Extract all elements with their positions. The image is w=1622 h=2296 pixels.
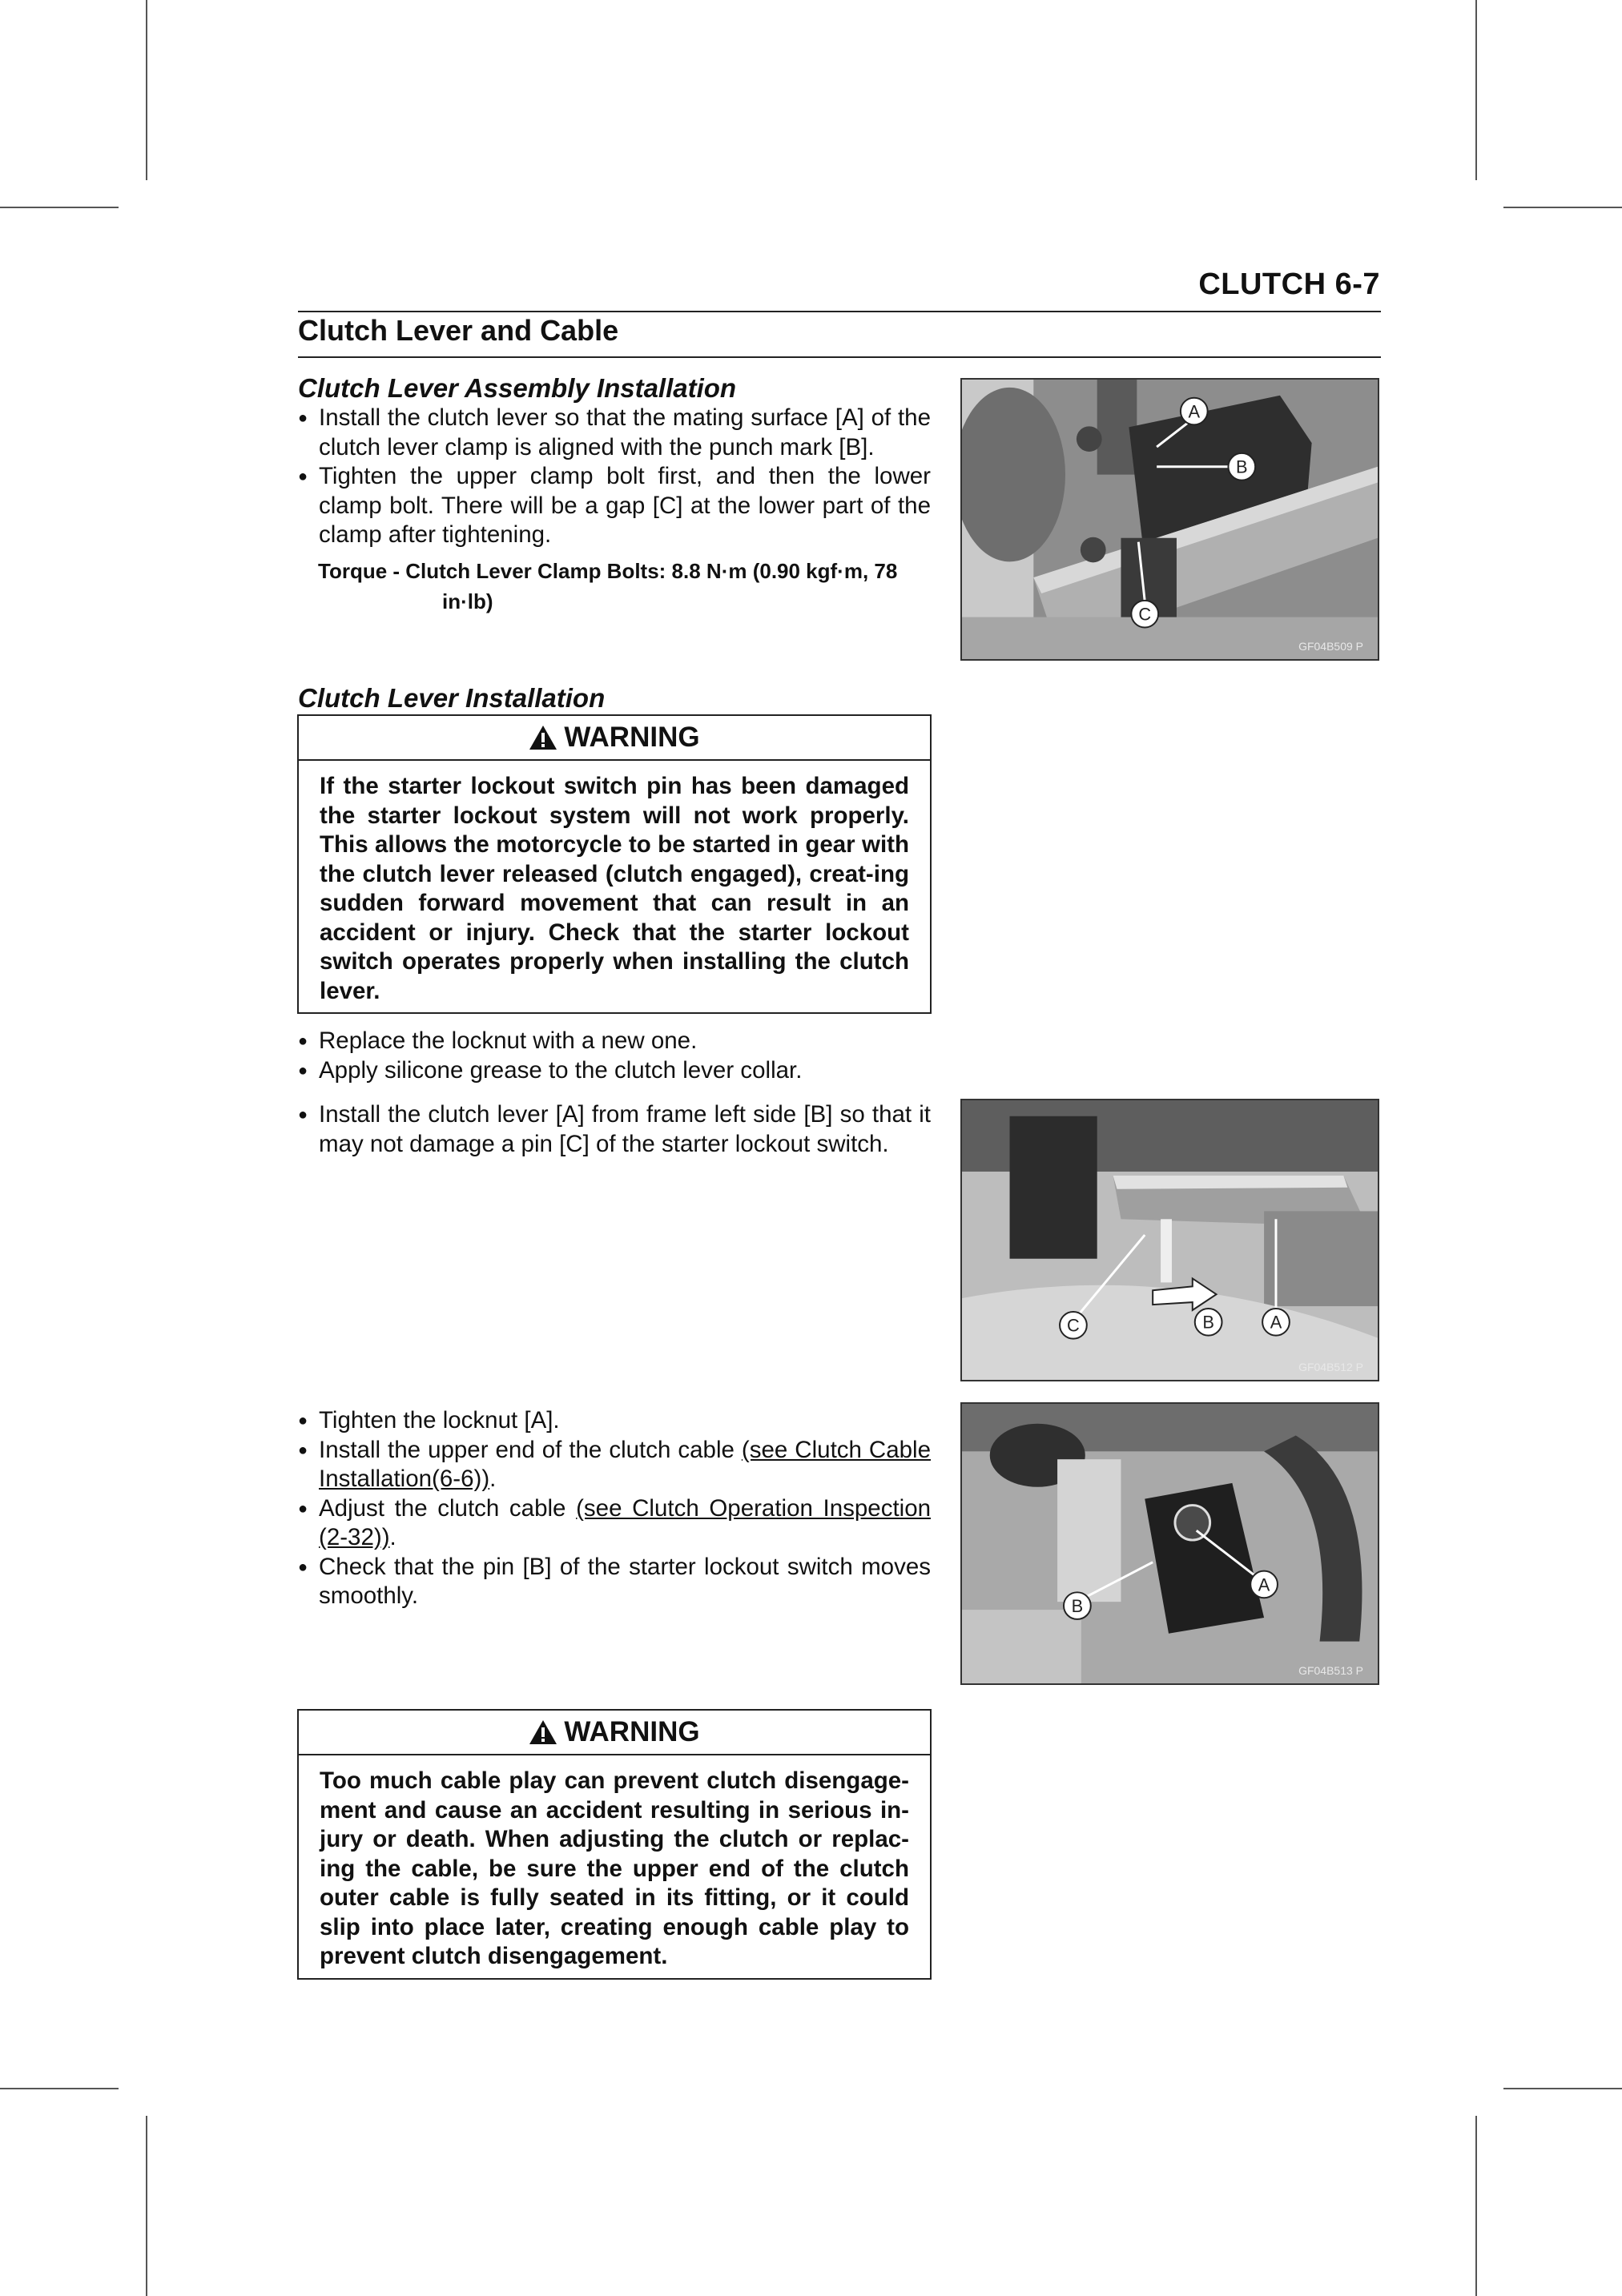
warning-text: Too much cable play can prevent clutch disengage-ment and cause an accident resulting in serious in-jury or death. When adjusting the clutch or replac-ing the cable, be sure the upper end of the clutch outer cable is fully seated in its fitting, or it could slip into place later, creating enough cable play to prevent clutch disengagement. <box>320 1767 909 1969</box>
crop-mark <box>1503 207 1622 208</box>
section-rule <box>298 356 1381 358</box>
warning-triangle-icon <box>529 725 557 750</box>
photo-label: C <box>1138 604 1152 625</box>
photo-label: C <box>1067 1315 1080 1336</box>
assembly-bullets <box>298 404 931 550</box>
list-item: ● Install the clutch lever so that the mating surface [A] of the clutch lever clamp is aligned with the punch mark [B]. <box>298 404 931 462</box>
lever-bullets-a <box>298 1027 931 1085</box>
cable-installation-link[interactable]: (see Clutch Cable Installation(6-6)) <box>319 1436 931 1492</box>
photo-clamp-alignment <box>960 378 1379 661</box>
photo-label: A <box>1188 401 1201 422</box>
list-item <box>298 1436 931 1494</box>
warning-title: WARNING <box>564 1716 700 1747</box>
clamp-photo-illustration <box>962 380 1378 659</box>
warning-header <box>299 1711 930 1755</box>
crop-mark <box>0 207 119 208</box>
lever-heading: Clutch Lever Installation <box>298 683 606 713</box>
warning-box-lockout <box>297 714 932 1014</box>
warning-text: If the starter lockout switch pin has been damaged the starter lockout system will not work properly. This allows the motorcycle to be started in gear with the clutch lever released (clutch engaged), creat-ing sudden forward movement that can result in an accident or injury. Check that the starter lockout switch operates properly when installing the clutch lever. <box>320 773 909 1004</box>
crop-mark <box>1475 0 1477 180</box>
list-item: ● Check that the pin [B] of the starter lockout switch moves smoothly. <box>298 1553 931 1611</box>
list-item: ● Install the clutch lever [A] from frame left side [B] so that it may not damage a pin [C] of the starter lockout switch. <box>298 1100 931 1159</box>
list-item: ● Tighten the upper clamp bolt first, and then the lower clamp bolt. There will be a gap [C] at the lower part of the clamp after tightening. <box>298 462 931 550</box>
warning-title: WARNING <box>564 722 700 753</box>
photo-locknut <box>960 1402 1379 1685</box>
locknut-photo-illustration <box>962 1404 1378 1683</box>
list-item-text: Install the upper end of the clutch cable <box>319 1436 742 1463</box>
warning-header <box>299 716 930 761</box>
crop-mark <box>1503 2088 1622 2089</box>
page-label: CLUTCH 6-7 <box>1198 267 1380 301</box>
photo-label: B <box>1202 1312 1214 1333</box>
section-title: Clutch Lever and Cable <box>298 314 619 347</box>
photo-lever-install <box>960 1099 1379 1381</box>
photo-id: GF04B513 P <box>1298 1664 1363 1677</box>
header-rule <box>298 311 1381 312</box>
warning-triangle-icon <box>529 1719 557 1745</box>
crop-mark <box>1475 2116 1477 2296</box>
torque-line-2: in·lb) <box>442 589 493 613</box>
crop-mark <box>0 2088 119 2089</box>
list-item <box>298 1494 931 1553</box>
lever-bullets-c <box>298 1406 931 1611</box>
assembly-heading: Clutch Lever Assembly Installation <box>298 373 737 403</box>
photo-label: A <box>1270 1312 1282 1333</box>
operation-inspection-link[interactable]: (see Clutch Operation Inspection (2-32)) <box>319 1494 932 1550</box>
crop-mark <box>146 2116 147 2296</box>
list-item-text: Adjust the clutch cable <box>319 1494 577 1522</box>
crop-mark <box>146 0 147 180</box>
photo-label: A <box>1258 1574 1270 1595</box>
warning-box-cable-play <box>297 1709 932 1980</box>
list-item: ● Apply silicone grease to the clutch lever collar. <box>298 1056 931 1086</box>
list-item-text: . <box>389 1524 396 1550</box>
torque-spec <box>318 556 931 617</box>
list-item: ● Replace the locknut with a new one. <box>298 1027 931 1056</box>
photo-id: GF04B509 P <box>1298 640 1363 653</box>
photo-label: B <box>1236 456 1248 477</box>
list-item: ● Tighten the locknut [A]. <box>298 1406 931 1436</box>
lever-photo-illustration <box>962 1100 1378 1380</box>
photo-id: GF04B512 P <box>1298 1361 1363 1373</box>
torque-line-1: Torque - Clutch Lever Clamp Bolts: 8.8 N·m (0.90 kgf·m, 78 <box>318 559 898 583</box>
photo-label: B <box>1071 1596 1084 1617</box>
list-item-text: . <box>489 1466 497 1492</box>
lever-bullets-b <box>298 1100 931 1159</box>
